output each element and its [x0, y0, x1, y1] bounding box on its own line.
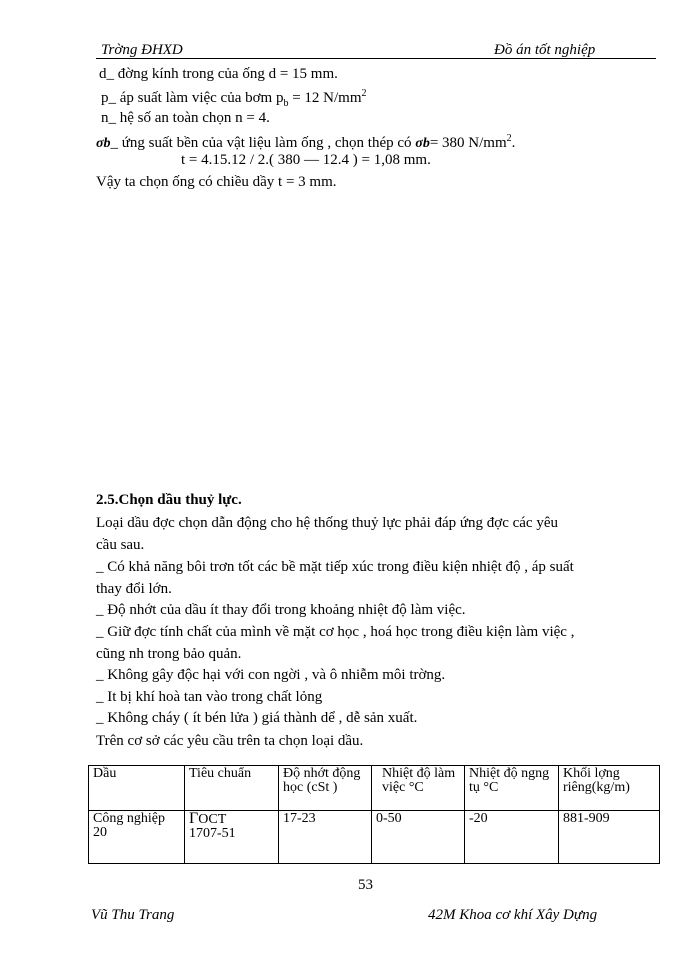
requirement-6: _ Không cháy ( ít bén lửa ) giá thành dể , dễ sản xuất.	[96, 710, 418, 726]
cell-pour-point: -20	[465, 811, 559, 864]
header-working-temp: Nhiệt độ làm việc °C	[372, 766, 465, 811]
header-standard: Tiêu chuẩn	[185, 766, 279, 811]
header-oil: Dầu	[89, 766, 185, 811]
table-row	[89, 811, 660, 864]
requirement-3a: _ Giữ đợc tính chất của mình về mặt cơ học , hoá học trong điều kiện làm việc ,	[96, 624, 575, 640]
t-formula: t = 4.15.12 / 2.( 380 — 12.4 ) = 1,08 mm.	[181, 152, 431, 168]
requirement-2: _ Độ nhớt của dầu ít thay đổi trong khoảng nhiệt độ làm việc.	[96, 602, 466, 618]
requirement-1b: thay đổi lớn.	[96, 581, 172, 597]
footer-left: Vũ Thu Trang	[91, 907, 175, 923]
intro-line-2: cầu sau.	[96, 537, 145, 553]
sigma-symbol-inline: σb	[415, 136, 430, 151]
header-left: Trờng ĐHXD	[101, 42, 183, 58]
page-number: 53	[358, 877, 373, 893]
header-rule	[96, 58, 656, 59]
section-heading: 2.5.Chọn dầu thuỷ lực.	[96, 492, 242, 508]
sigma-value: = 380 N/mm	[429, 135, 507, 151]
cell-standard	[185, 811, 279, 864]
p-line-value: = 12 N/mm	[288, 90, 362, 106]
standard-number: 1707-51	[189, 826, 236, 841]
cell-viscosity: 17-23	[279, 811, 372, 864]
header-right: Đồ án tốt nghiệp	[494, 42, 596, 58]
d-line: d_ đờng kính trong của ống d = 15 mm.	[99, 66, 338, 82]
requirement-1a: _ Có khả năng bôi trơn tốt các bề mặt tiếp xúc trong điều kiện nhiệt độ , áp suất	[96, 559, 574, 575]
sigma-symbol: σb	[96, 136, 111, 151]
p-line	[101, 88, 367, 109]
cell-working-temp: 0-50	[372, 811, 465, 864]
requirement-3b: cũng nh trong bảo quản.	[96, 646, 242, 662]
header-viscosity: Độ nhớt động học (cSt )	[279, 766, 372, 811]
n-line: n_ hệ số an toàn chọn n = 4.	[101, 110, 270, 126]
oil-spec-table	[88, 765, 660, 864]
p-line-prefix: p_ áp suất làm việc của bơm p	[101, 90, 284, 106]
conclusion-line: Vậy ta chọn ống có chiều dầy t = 3 mm.	[96, 174, 337, 190]
cell-density: 881-909	[559, 811, 660, 864]
requirement-5: _ It bị khí hoà tan vào trong chất lỏng	[96, 689, 323, 705]
header-pour-point: Nhiệt độ ngng tụ °C	[465, 766, 559, 811]
sigma-text: _ ứng suất bền của vật liệu làm ống , chọn thép có	[110, 135, 416, 151]
p-sup: 2	[361, 88, 367, 99]
p-sub: b	[283, 98, 289, 109]
standard-letter: Γ	[189, 810, 199, 827]
sigma-line	[96, 133, 515, 152]
requirement-4: _ Không gây độc hại với con ngời , và ô nhiễm môi trờng.	[96, 667, 446, 683]
table-header-row	[89, 766, 660, 811]
cell-oil: Công nghiệp 20	[89, 811, 185, 864]
sigma-sup: 2	[506, 133, 512, 144]
standard-code: OCT	[198, 812, 227, 827]
intro-line-1: Loại dầu đợc chọn dẫn động cho hệ thống thuỷ lực phải đáp ứng đợc các yêu	[96, 515, 558, 531]
footer-right: 42M Khoa cơ khí Xây Dựng	[428, 907, 598, 923]
sigma-end: .	[511, 135, 516, 151]
header-density: Khối lợng riêng(kg/m)	[559, 766, 660, 811]
closing-line: Trên cơ sở các yêu cầu trên ta chọn loại dầu.	[96, 733, 364, 749]
